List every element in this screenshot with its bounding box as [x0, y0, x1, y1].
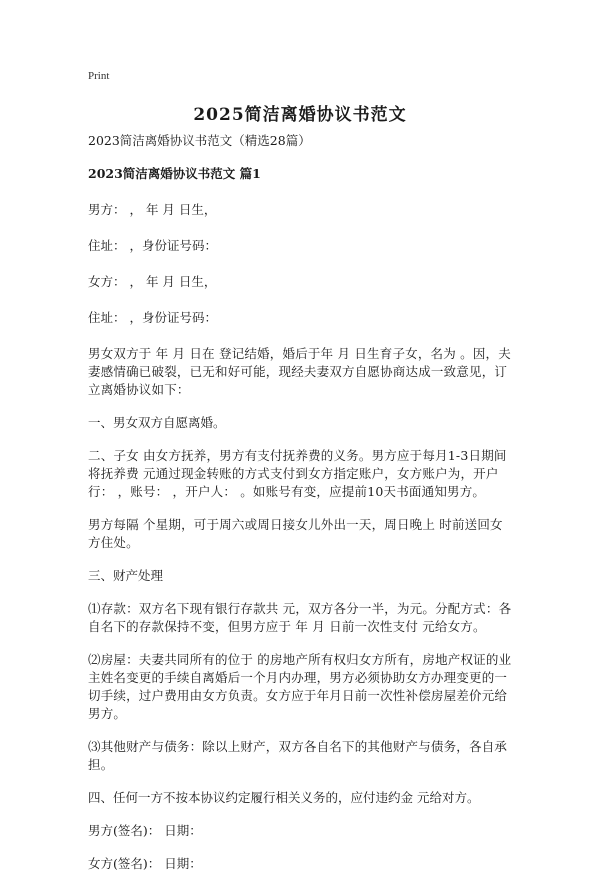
clause-4: 四、任何一方不按本协议约定履行相关义务的，应付违约金 元给对方。 [88, 790, 480, 805]
male-address: 住址： ，身份证号码： [88, 238, 217, 253]
visitation-paragraph: 男方每隔 个星期，可于周六或周日接女儿外出一天，周日晚上 时前送回女方住处。 [88, 517, 503, 550]
document-title: 2025简洁离婚协议书范文 [193, 105, 407, 125]
clause-3: 三、财产处理 [88, 568, 164, 583]
female-info: 女方： ， 年 月 日生， [88, 274, 217, 289]
male-signature-line: 男方(签名)： 日期： [88, 823, 202, 838]
house-paragraph: ⑵房屋：夫妻共同所有的位于 的房地产所有权归女方所有，房地产权证的业主姓名变更的手续自离婚后一个月内办理，男方必须协助女方办理变更的一切手续，过户费用由女方负责。女方应于年月日前一次性补偿房屋差价元给男方。 [88, 652, 512, 721]
section-heading: 2023简洁离婚协议书范文 篇1 [88, 166, 261, 181]
document-body [88, 132, 512, 873]
male-info: 男方： ， 年 月 日生， [88, 202, 217, 217]
female-address: 住址： ，身份证号码： [88, 310, 217, 325]
document-subtitle: 2023简洁离婚协议书范文（精选28篇） [88, 133, 311, 148]
clause-2: 二、子女 由女方抚养，男方有支付抚养费的义务。男方应于每月1-3日期间将抚养费 元通过现金转账的方式支付到女方指定账户，女方账户为，开户行： ，账号： ，开户人： 。如账号有变，应提前10天书面通知男方。 [88, 448, 507, 499]
intro-paragraph: 男女双方于 年 月 日在 登记结婚，婚后于年 月 日生育子女，名为 。因，夫妻感情确已破裂，已无和好可能，现经夫妻双方自愿协商达成一致意见，订立离婚协议如下： [88, 346, 511, 397]
print-label: Print [88, 70, 110, 82]
deposit-paragraph: ⑴存款：双方名下现有银行存款共 元，双方各分一半，为元。分配方式：各自名下的存款保持不变，但男方应于 年 月 日前一次性支付 元给女方。 [88, 601, 512, 634]
clause-1: 一、男女双方自愿离婚。 [88, 415, 226, 430]
other-property-paragraph: ⑶其他财产与债务：除以上财产，双方各自名下的其他财产与债务，各自承担。 [88, 739, 508, 772]
female-signature-line: 女方(签名)： 日期： [88, 856, 202, 871]
